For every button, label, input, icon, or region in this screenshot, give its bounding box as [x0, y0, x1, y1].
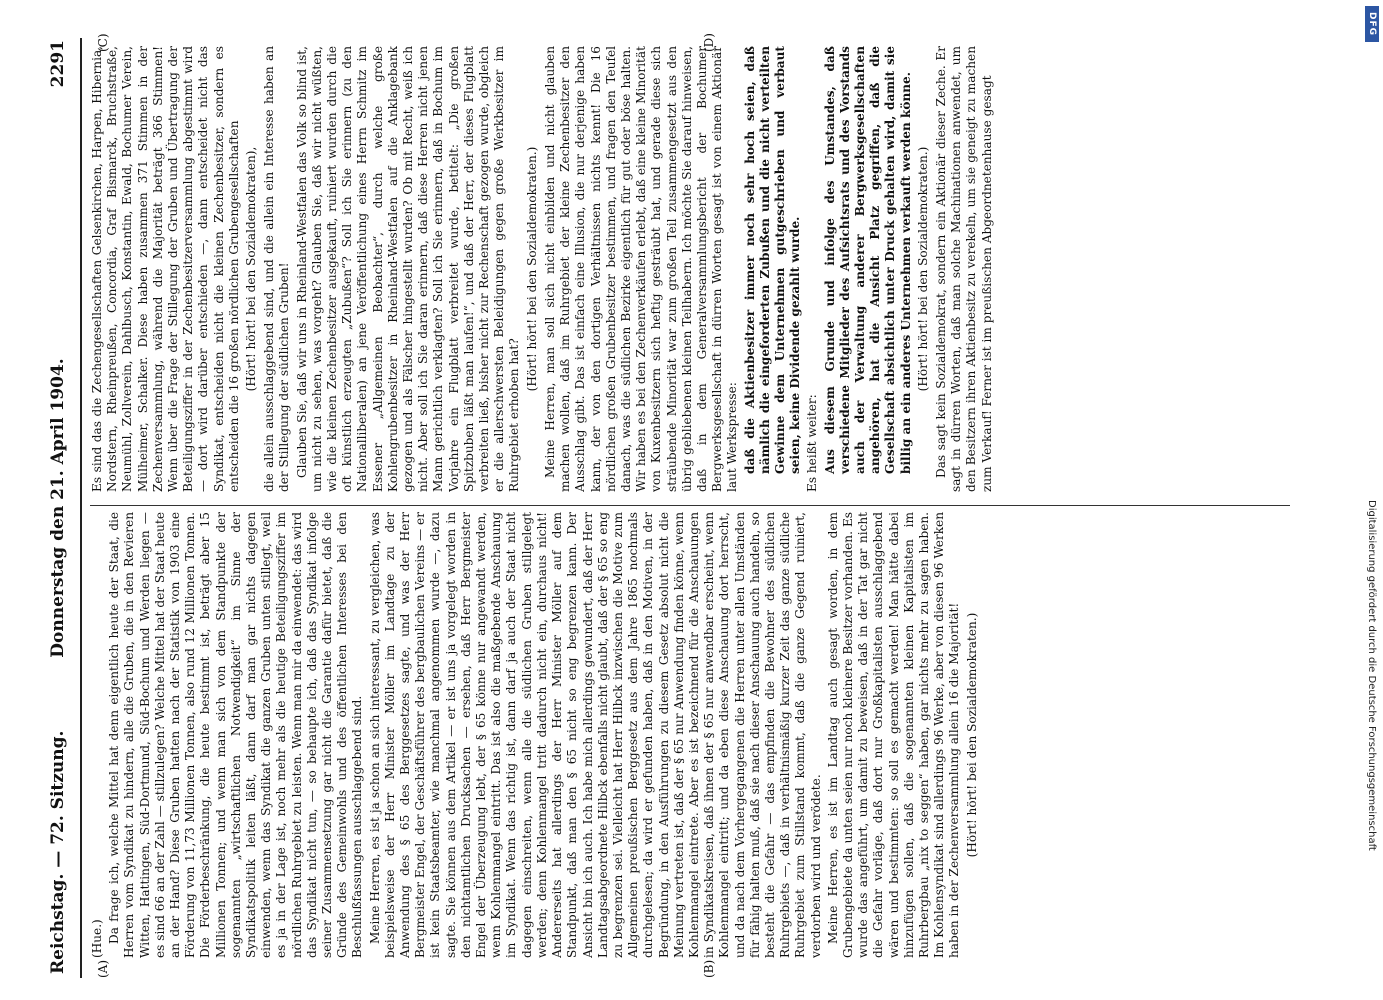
paragraph: Das sagt kein Sozialdemokrat, sondern ein Aktionär dieser Zeche. Er sagt in dürren Worten, daß man solche Machinationen anwendet, um den Besitzern ihren Aktienbesitz zu verekeln, um sie geneigt zu machen zum Verkauf! Ferner ist im preußischen Abgeordnetenhause gesagt: [933, 46, 994, 492]
paragraph: Da frage ich, welche Mittel hat denn eigentlich heute der Staat, die Herren vom Syndikat zu hindern, alle die Gruben, die in den Revieren Witten, Hattingen, Süd-Dortmund, Süd-Bochum und Werden liegen — es sind 66 an der Zahl — stillzulegen? Welche Mittel hat der Staat heute an der Hand? Diese Gruben hatten nach der Statistik von 1903 eine Förderung von 11,73 Millionen Tonnen, also rund 12 Millionen Tonnen. Die Förderbeschränkung, die heute bestimmt ist, beträgt aber 15 Millionen Tonnen; und wenn man sich von dem Standpunkte der sogenannten „wirtschaftlichen Notwendigkeit“ im Sinne der Syndikatspolitik leiten läßt, dann darf man gar nichts dagegen einwenden, wenn das Syndikat die ganzen Gruben unten stillegt, weil es ja in der Lage ist, noch mehr als die heutige Beteiligungsziffer im nördlichen Ruhrgebiet zu leisten. Wenn man mir da einwendet: das wird das Syndikat nicht tun, — so behaupte ich, daß das Syndikat infolge seiner Zusammensetzung gar nicht die Garantie dafür bietet, daß die Gründe des Gemeinwohls und des öffentlichen Interesses bei den Beschlußfassungen ausschlaggebend sind.: [107, 512, 365, 958]
paragraph: Glauben Sie, daß wir uns in Rheinland-Westfalen das Volk so blind ist, um nicht zu sehen, was vorgeht? Glauben Sie, daß wir nicht wüßten, wie die kleinen Zechenbesitzer ausgekauft, ruiniert wurden durch die oft künstlich erzeugten „Zubußen“? Soll ich Sie erinnern (zu den Nationalliberalen) an jene Veröffentlichung eines Herrn Schmitz im Essener „Allgemeinen Beobachter“, durch welche große Kohlengrubenbesitzer in Rheinland-Westfalen auf die Anklagebank gezogen und als Fälscher hingestellt wurden? Ob mit Recht, weiß ich nicht. Aber soll ich Sie daran erinnern, daß diese Herren nicht jenen Mann gerichtlich verklagten? Soll ich Sie erinnern, daß in Bochum im Vorjahre ein Flugblatt verbreitet wurde, betitelt: „Die großen Spitzbuben läßt man laufen!“, und daß der Herr, der dieses Flugblatt verbreiten ließ, bisher nicht zur Rechenschaft gezogen wurde, obgleich er die allerschwersten Beleidigungen gegen große Werkbesitzer im Ruhrgebiet erhoben hat?: [294, 46, 522, 492]
paragraph: Es heißt weiter:: [805, 394, 820, 492]
quotation: Aus diesem Grunde und infolge des Umstandes, daß verschiedene Mitglieder des Aufsichtsrats und des Vorstands auch der Verwaltung anderer Bergwerksgesellschaften angehören, hat die Ansicht Platz gegriffen, daß die Gesellschaft absichtlich unter Druck gehalten wird, damit sie billig an ein anderes Unternehmen verkauft werden könne.: [822, 46, 913, 474]
dfg-logo-icon: [1365, 6, 1379, 42]
interjection: (Hört! hört! bei den Sozialdemokraten.): [915, 146, 930, 392]
page-number: 2291: [48, 40, 68, 88]
paragraph: die allein ausschlaggebend sind, und die allein ein Interesse haben an der Stillegung der südlichen Gruben!: [262, 46, 292, 492]
rotated-page-content: [42, 33, 1312, 978]
margin-marker-a: (A): [96, 959, 110, 978]
digitization-note: [1353, 0, 1383, 1000]
paragraph: Es sind das die Zechengesellschaften Gelsenkirchen, Harpen, Hibernia, Nordstern, Rheinpreußen, Concordia, Graf Bismarck, Bruchstraße, Neumühl, Zollverein, Dahlbusch, Konstantin, Ewald, Bochumer Verein, Mülheimer, Schalker. Diese haben zusammen 371 Stimmen in der Zechenversammlung, während die Majorität beträgt 366 Stimmen! Wenn über die Frage der Stillegung der Gruben und Übertragung der Beteiligungsziffer in der Zechenbesitzerversammlung abgestimmt wird — dort wird darüber entschieden —, dann entscheidet nicht das Syndikat, entscheiden nicht die kleinen Zechenbesitzer, sondern es entscheiden die 16 großen nördlichen Grubengesellschaften: [90, 46, 241, 492]
interjection: (Hört! hört! bei den Sozialdemokraten.): [964, 612, 979, 858]
speaker-label: (Hue.): [90, 919, 104, 958]
paragraph: Meine Herren, es ist ja schon an sich interessant, zu vergleichen, was beispielsweise der Herr Minister Möller im Landtage zu der Anwendung des § 65 des Berggesetzes sagte, und was der Herr Bergmeister Engel, der Geschäftsführer des bergbaulichen Vereins — er ist kein Staatsbeamter, wie manchmal angenommen wurde —, dazu sagte. Sie können aus dem Artikel — er ist uns ja vorgelegt worden in den nichtamtlichen Drucksachen — ersehen, daß Herr Bergmeister Engel der Überzeugung lebt, der § 65 könne nur angewandt werden, wenn Kohlenmangel eintritt. Das ist also die maßgebende Anschauung im Syndikat. Wenn das richtig ist, dann darf ja auch der Staat nicht dagegen einschreiten, wenn alle die südlichen Gruben stillgelegt werden; denn Kohlenmangel tritt dadurch nicht ein, durchaus nicht! Andererseits hat allerdings der Herr Minister Möller auf dem Standpunkt, daß man den § 65 nicht so eng begrenzen kann. Der Ansicht bin ich auch. Ich habe mich allerdings gewundert, daß der Herr Landtagsabgeordnete Hilbck ebenfalls nicht glaubt, daß der § 65 so eng zu begrenzen sei. Vielleicht hat Herr Hilbck inzwischen die Motive zum Allgemeinen preußischen Berggesetz aus dem Jahre 1865 nochmals durchgelesen; da wird er gefunden haben, daß in den Motiven, in der Begründung, in den Ausführungen zu diesem Gesetz absolut nicht die Meinung vertreten ist, daß der § 65 nur Anwendung finden könne, wenn Kohlenmangel eintrete. Aber es ist bezeichnend für die Anschauungen in Syndikatskreisen, daß ihnen der § 65 nur anwendbar erscheint, wenn Kohlenmangel eintritt; und da eben diese Anschauung dort herrscht, und da nach dem Vorhergegangenen die Herren unter allen Umständen für fähig halten muß, daß sie nach dieser Anschauung auch handeln, so besteht die Gefahr — das empfinden die Bewohner des südlichen Ruhrgebiets —, daß in verhältnismäßig kurzer Zeit das ganze südliche Ruhrgebiet zum Stillstand kommt, daß die ganze Gegend ruiniert, verdorben wird und verödete.: [367, 512, 823, 958]
column-divider: [90, 505, 1290, 506]
interjection: (Hört! hört! bei den Sozialdemokraten),: [244, 146, 259, 392]
margin-marker-c: (C): [96, 33, 110, 52]
margin-marker-b: (B): [702, 959, 716, 978]
paragraph: Meine Herren, man soll sich nicht einbilden und nicht glauben machen wollen, daß im Ruhrgebiet der kleine Zechenbesitzer den Ausschlag gibt. Das ist einfach eine Illusion, die nur derjenige haben kann, der von den dortigen Verhältnissen nichts kennt! Die 16 nördlichen großen Grubenbesitzer bestimmen, und fragen den Teufel danach, was die südlichen Bezirke eigentlich für gut oder böse halten. Wir haben es bei den Zechenverkäufen erlebt, daß eine kleine Minorität von Kuxenbesitzern sich heftig gesträubt hat, und gerade diese sich sträubende Minorität war zum großen Teil zusammengesetzt aus den übrig gebliebenen kleinen Teilhabern. Ich möchte Sie darauf hinweisen, daß in dem Generalversammlungsbericht der Bochumer Bergwerksgesellschaft in dürren Worten gesagt ist von einem Aktionär laut Werkspresse:: [542, 46, 740, 492]
interjection: (Hört! hört! bei den Sozialdemokraten.): [524, 146, 539, 392]
header-rule: [80, 38, 82, 978]
left-column: [90, 512, 1300, 958]
page-header: [42, 38, 78, 978]
header-date: Donnerstag den 21. April 1904.: [48, 358, 68, 658]
quotation: daß die Aktienbesitzer immer noch sehr hoch seien, daß nämlich die eingeforderten Zubußen und die nicht verteilten Gewinne dem Unternehmen gutgeschrieben und verbaut seien, keine Dividende gezahlt wurde.: [742, 46, 803, 474]
dfg-logo-text: DFG: [1367, 11, 1378, 37]
digitization-note-text: Digitalisierung gefördert durch die Deutsche Forschungsgemeinschaft: [1366, 500, 1377, 851]
paragraph: Meine Herren, es ist im Landtag auch gesagt worden, in dem Grubengebiete da unten seien nur noch kleinere Besitzer vorhanden. Es wurde das angeführt, um damit zu beweisen, daß in der Tat gar nicht die Gefahr vorläge, daß dort nur Großkapitalisten ausschlaggebend wären und bestimmten: so soll es gemacht werden! Man hätte dabei hinzufügen sollen, daß die sogenannten kleinen Kapitalisten im Ruhrbergbau „nix to seggen“ haben, gar nichts mehr zu sagen haben. Im Kohlensyndikat sind allerdings 96 Werke, aber von diesen 96 Werken haben in der Zechenversammlung allein 16 die Majorität!: [825, 512, 962, 958]
right-column: [90, 46, 1300, 492]
margin-marker-d: (D): [702, 33, 716, 52]
header-title: Reichstag. — 72. Sitzung.: [48, 730, 68, 974]
